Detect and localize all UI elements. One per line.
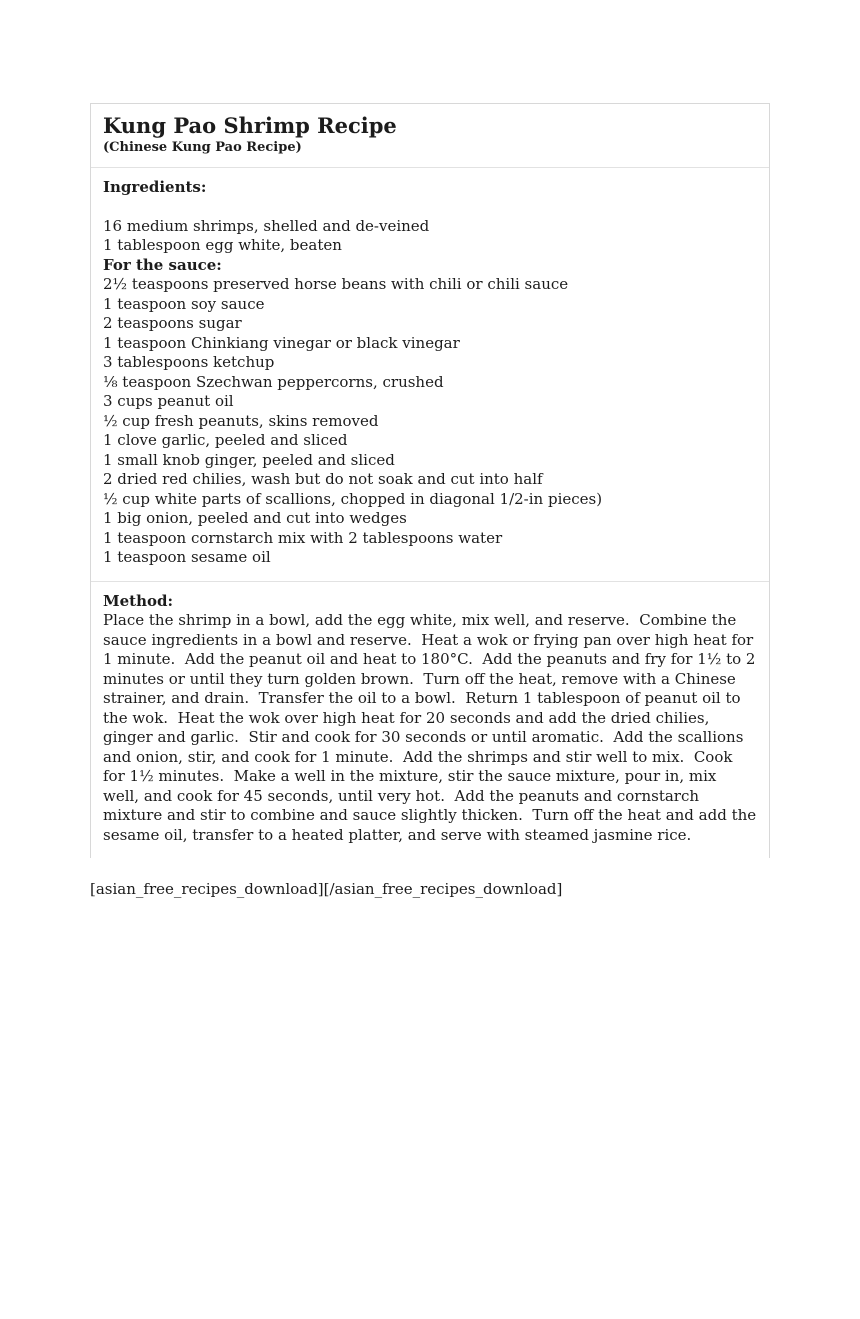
ingredient-line: 1 teaspoon soy sauce xyxy=(103,294,265,313)
ingredient-line: 2½ teaspoons preserved horse beans with chili or chili sauce xyxy=(103,275,569,294)
page-subtitle: (Chinese Kung Pao Recipe) xyxy=(103,140,302,156)
ingredients-section xyxy=(91,167,769,581)
page-title: Kung Pao Shrimp Recipe xyxy=(103,113,397,138)
method-text: Place the shrimp in a bowl, add the egg white, mix well, and reserve. Combine the sauce ingredients in a bowl and reserve. Heat a wok or frying pan over high heat for 1 minute. Add the peanut oil and heat to 180°C. Add the peanuts and fry for 1½ to 2 minutes or until they turn golden brown. Turn off the heat, remove with a Chinese strainer, and drain. Transfer the oil to a bowl. Return 1 tablespoon of peanut oil to the wok. Heat the wok over high heat for 20 seconds and add the dried chilies, ginger and garlic. Stir and cook for 30 seconds or until aromatic. Add the scallions and onion, stir, and cook for 1 minute. Add the shrimps and stir well to mix. Cook for 1½ minutes. Make a well in the mixture, stir the sauce mixture, pour in, mix well, and cook for 45 seconds, until very hot. Add the peanuts and cornstarch mixture and stir to combine and sauce slightly thicken. Turn off the heat and add the sesame oil, transfer to a heated platter, and serve with steamed jasmine rice. xyxy=(103,611,761,844)
ingredients-heading: Ingredients: xyxy=(103,177,207,196)
recipe-header xyxy=(91,104,769,167)
ingredient-line: 1 small knob ginger, peeled and sliced xyxy=(103,450,395,469)
ingredient-line: 1 teaspoon sesame oil xyxy=(103,548,271,567)
ingredient-line: For the sauce: xyxy=(103,255,222,274)
ingredient-line: 3 cups peanut oil xyxy=(103,392,234,411)
ingredient-line: 1 teaspoon Chinkiang vinegar or black vinegar xyxy=(103,333,460,352)
method-heading: Method: xyxy=(103,591,174,610)
ingredient-line: 16 medium shrimps, shelled and de-veined xyxy=(103,216,430,235)
ingredient-line: 2 dried red chilies, wash but do not soak and cut into half xyxy=(103,470,543,489)
ingredient-line: 1 tablespoon egg white, beaten xyxy=(103,236,342,255)
ingredient-line: 1 big onion, peeled and cut into wedges xyxy=(103,509,407,528)
shortcode-text: [asian_free_recipes_download][/asian_free_recipes_download] xyxy=(90,880,563,899)
ingredient-line: 1 clove garlic, peeled and sliced xyxy=(103,431,348,450)
ingredients-list xyxy=(103,217,757,568)
ingredient-line: 1 teaspoon cornstarch mix with 2 tablespoons water xyxy=(103,528,503,547)
ingredient-line: 2 teaspoons sugar xyxy=(103,314,242,333)
method-section xyxy=(91,581,769,859)
recipe-card xyxy=(90,103,770,858)
ingredient-line: ⅛ teaspoon Szechwan peppercorns, crushed xyxy=(103,372,444,391)
ingredient-line: ½ cup fresh peanuts, skins removed xyxy=(103,411,379,430)
ingredient-line: ½ cup white parts of scallions, chopped in diagonal 1/2-in pieces) xyxy=(103,489,603,508)
ingredient-line: 3 tablespoons ketchup xyxy=(103,353,275,372)
